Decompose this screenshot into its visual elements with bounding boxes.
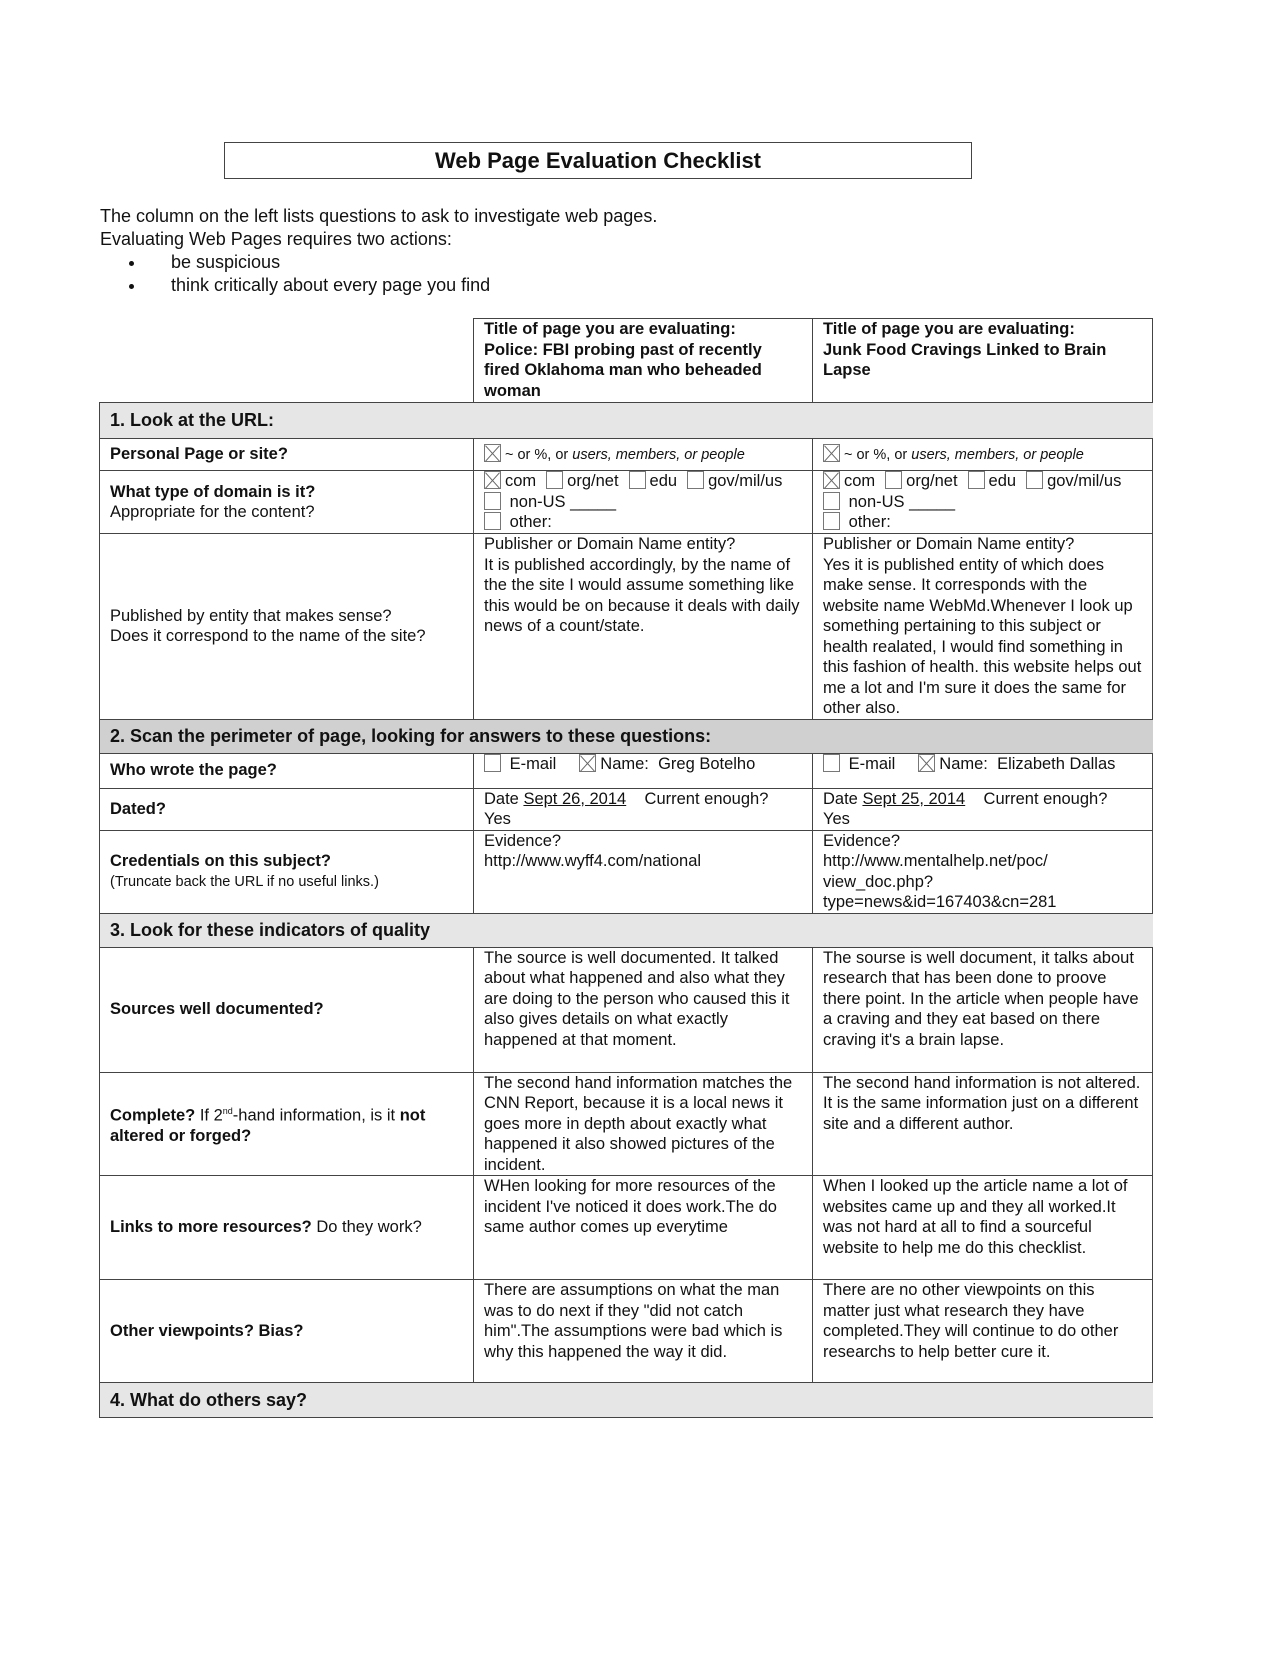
- current-value: Yes: [484, 810, 511, 828]
- page-title: Web Page Evaluation Checklist: [224, 142, 972, 179]
- section-3-heading: 3. Look for these indicators of quality: [100, 913, 1153, 947]
- date-value: Sept 26, 2014: [523, 789, 627, 808]
- question-label: Links to more resources?: [110, 1218, 312, 1237]
- complete-answer-1: The second hand information matches the CNN Report, because it is a local news it goes more in depth about exactly what happened it also showed pictures of the incident.: [474, 1072, 813, 1176]
- checkbox-org[interactable]: [885, 471, 902, 489]
- option-label: Date: [823, 789, 863, 808]
- checkbox-gov[interactable]: [1026, 471, 1043, 489]
- question-sources: Sources well documented?: [100, 947, 474, 1072]
- prompt: Evidence?: [823, 831, 901, 850]
- option-label: non-US _____: [848, 492, 956, 511]
- author-name: Greg Botelho: [658, 754, 756, 773]
- section-1-heading: 1. Look at the URL:: [100, 403, 1153, 439]
- bullet-item: • think critically about every page you find: [146, 274, 657, 297]
- section-4-heading: 4. What do others say?: [100, 1383, 1153, 1418]
- other-answer-2: There are no other viewpoints on this matter just what research they have completed.They will continue to do other researchs to help better cure it.: [813, 1280, 1153, 1383]
- links-answer-2: When I looked up the article name a lot of websites came up and they all worked.It was not hard at all to find a sourceful website to help me do this checklist.: [813, 1176, 1153, 1280]
- option-label: Date: [484, 789, 524, 808]
- option-label: other:: [509, 513, 552, 531]
- page2-title: Junk Food Cravings Linked to Brain Lapse: [823, 340, 1107, 379]
- prompt: Evidence?: [484, 831, 562, 850]
- checkbox-com[interactable]: [823, 471, 840, 489]
- option-label: users, members, or people: [572, 446, 745, 463]
- links-answer-1: WHen looking for more resources of the incident I've noticed it does work.The do same author comes up everytime: [474, 1176, 813, 1280]
- who-answer-2: [813, 753, 1153, 788]
- dated-answer-2: [813, 788, 1153, 830]
- option-label: org/net: [906, 472, 958, 490]
- question-dated: Dated?: [100, 788, 474, 830]
- question-label: Credentials on this subject?: [110, 852, 331, 870]
- complete-answer-2: The second hand information is not altered. It is the same information just on a different site and a different author.: [813, 1072, 1153, 1176]
- other-answer-1: There are assumptions on what the man was to do next if they "did not catch him".The assumptions were bad which is why this happened the way it did.: [474, 1280, 813, 1383]
- prompt: Publisher or Domain Name entity?: [484, 535, 736, 553]
- checkbox-edu[interactable]: [968, 471, 985, 489]
- question-label: Complete?: [110, 1106, 196, 1125]
- evidence-url: http://www.mentalhelp.net/poc/ view_doc.php? type=news&id=167403&cn=281: [823, 852, 1057, 911]
- checkbox-other[interactable]: [823, 512, 840, 530]
- intro-line: The column on the left lists questions to ask to investigate web pages.: [100, 206, 658, 226]
- option-label: org/net: [567, 472, 619, 490]
- checkbox-email[interactable]: [823, 754, 840, 772]
- dated-answer-1: [474, 788, 813, 830]
- option-label: Name:: [939, 754, 993, 773]
- checkbox-gov[interactable]: [687, 471, 704, 489]
- question-links: [100, 1176, 474, 1280]
- checkbox-org[interactable]: [546, 471, 563, 489]
- checkbox-email[interactable]: [484, 754, 501, 772]
- question-text: not altered or forged?: [110, 1106, 426, 1145]
- intro-line: Evaluating Web Pages requires two actions:: [100, 229, 452, 249]
- question-sub: Appropriate for the content?: [110, 503, 315, 521]
- question-other: Other viewpoints? Bias?: [100, 1280, 474, 1383]
- option-label: E-mail: [509, 754, 557, 773]
- personal-answer-1: [474, 439, 813, 471]
- personal-answer-2: [813, 439, 1153, 471]
- sources-answer-2: The sourse is well document, it talks about research that has been done to proove there point. In the article when people have a craving and they eat based on there craving it's a brain lapse.: [813, 947, 1153, 1072]
- sources-answer-1: The source is well documented. It talked about what happened and also what they are doing to the person who caused this it also gives details on what exactly happened at that moment.: [474, 947, 813, 1072]
- domain-answer-2: [813, 471, 1153, 534]
- question-complete: [100, 1072, 474, 1176]
- question-published: [100, 534, 474, 720]
- checkbox-nonus[interactable]: [484, 492, 501, 510]
- who-answer-1: [474, 753, 813, 788]
- superscript: nd: [222, 1106, 233, 1116]
- option-label: com: [844, 472, 876, 490]
- question-who: Who wrote the page?: [100, 753, 474, 788]
- option-label: other:: [848, 513, 891, 531]
- question-sub: (Truncate back the URL if no useful links.): [110, 873, 379, 890]
- option-label: users, members, or people: [911, 446, 1084, 463]
- option-label: ~ or %, or: [505, 446, 573, 463]
- header-label: Title of page you are evaluating:: [484, 320, 736, 338]
- page1-title: Police: FBI probing past of recently fired Oklahoma man who beheaded woman: [484, 340, 762, 400]
- bullet-item: • be suspicious: [146, 251, 657, 274]
- question-text: If 2: [195, 1106, 223, 1125]
- answer-text: Yes it is published entity of which does make sense. It corresponds with the website name WebMd.Whenever I look up something pertaining to this subject or health realated, I would find something in this fashion of health. this website helps out me a lot and I'm sure it does the same for other also.: [823, 555, 1142, 717]
- option-label: gov/mil/us: [1047, 472, 1122, 490]
- option-label: Current enough?: [644, 789, 769, 808]
- checkbox-name[interactable]: [579, 754, 596, 772]
- option-label: com: [505, 472, 537, 490]
- option-label: non-US _____: [509, 492, 617, 511]
- question-credentials: [100, 830, 474, 913]
- option-label: gov/mil/us: [708, 472, 783, 490]
- current-value: Yes: [823, 810, 850, 828]
- credentials-answer-2: [813, 830, 1153, 913]
- question-sub: Does it correspond to the name of the site?: [110, 627, 426, 646]
- domain-answer-1: [474, 471, 813, 534]
- checkbox-com[interactable]: [484, 471, 501, 489]
- question-text: -hand information, is it: [232, 1106, 400, 1125]
- header-label: Title of page you are evaluating:: [823, 320, 1075, 338]
- question-label: Published by entity that makes sense?: [110, 606, 392, 625]
- option-label: Name:: [600, 754, 654, 773]
- checkbox-nonus[interactable]: [823, 492, 840, 510]
- credentials-answer-1: [474, 830, 813, 913]
- question-sub: Do they work?: [311, 1218, 422, 1237]
- checkbox-other[interactable]: [484, 512, 501, 530]
- page1-title-cell: [474, 319, 813, 403]
- checklist-table: [99, 318, 1153, 1418]
- question-domain: [100, 471, 474, 534]
- option-label: Current enough?: [983, 789, 1108, 808]
- option-label: E-mail: [848, 754, 896, 773]
- prompt: Publisher or Domain Name entity?: [823, 535, 1075, 553]
- date-value: Sept 25, 2014: [862, 789, 966, 808]
- checkbox-name[interactable]: [918, 754, 935, 772]
- option-label: ~ or %, or: [844, 446, 912, 463]
- question-personal: Personal Page or site?: [100, 439, 474, 471]
- page2-title-cell: [813, 319, 1153, 403]
- checkbox-personal[interactable]: [823, 444, 840, 462]
- author-name: Elizabeth Dallas: [997, 754, 1116, 773]
- published-answer-2: [813, 534, 1153, 720]
- published-answer-1: [474, 534, 813, 720]
- answer-text: It is published accordingly, by the name of the the site I would assume something like this would be on because it deals with daily news of a count/state.: [484, 555, 800, 635]
- evidence-url: http://www.wyff4.com/national: [484, 852, 702, 870]
- section-2-heading: 2. Scan the perimeter of page, looking for answers to these questions:: [100, 719, 1153, 753]
- question-label: What type of domain is it?: [110, 482, 316, 501]
- checkbox-personal[interactable]: [484, 444, 501, 462]
- option-label: edu: [649, 472, 678, 490]
- intro: [100, 205, 657, 297]
- checkbox-edu[interactable]: [629, 471, 646, 489]
- option-label: edu: [988, 472, 1017, 490]
